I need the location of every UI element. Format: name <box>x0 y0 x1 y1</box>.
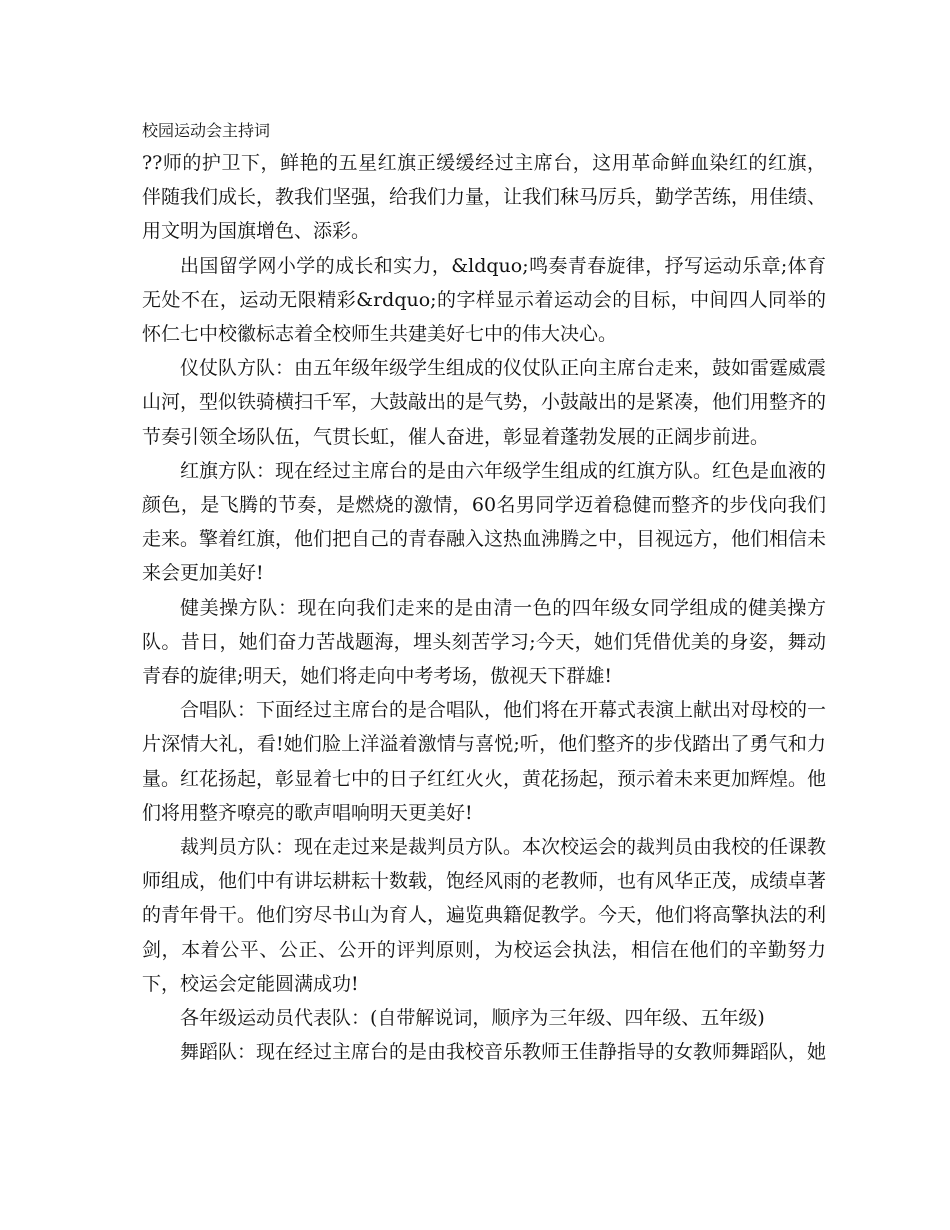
paragraph-referee-squad: 裁判员方队：现在走过来是裁判员方队。本次校运会的裁判员由我校的任课教师组成，他们中有讲坛耕耘十数载，饱经风雨的老教师，也有风华正茂，成绩卓著的青年骨干。他们穷尽书山为育人，遍览典籍促教学。今天，他们将高擎执法的利剑，本着公平、公正、公开的评判原则，为校运会执法，相信在他们的辛勤努力下，校运会定能圆满成功! <box>142 836 827 995</box>
paragraph-athlete-teams: 各年级运动员代表队：(自带解说词，顺序为三年级、四年级、五年级) <box>180 1007 765 1030</box>
paragraph-red-flag-squad: 红旗方队：现在经过主席台的是由六年级学生组成的红旗方队。红色是血液的颜色，是飞腾的节奏，是燃烧的激情，60名男同学迈着稳健而整齐的步伐向我们走来。擎着红旗，他们把自己的青春融入这热血沸腾之中，目视远方，他们相信未来会更加美好! <box>142 459 827 585</box>
document-title: 校园运动会主持词 <box>142 121 271 140</box>
paragraph-choir: 合唱队：下面经过主席台的是合唱队，他们将在开幕式表演上献出对母校的一片深情大礼，看!她们脸上洋溢着激情与喜悦;听，他们整齐的步伐踏出了勇气和力量。红花扬起，彰显着七中的日子红红火火，黄花扬起，预示着未来更加辉煌。他们将用整齐嘹亮的歌声唱响明天更美好! <box>142 699 827 824</box>
paragraph-school-emblem: 出国留学网小学的成长和实力，&ldquo;鸣奏青春旋律，抒写运动乐章;体育无处不在，运动无限精彩&rdquo;的字样显示着运动会的目标，中间四人同举的怀仁七中校徽标志着全校师生共建美好七中的伟大决心。 <box>142 254 826 346</box>
paragraph-flag-escort: ??师的护卫下，鲜艳的五星红旗正缓缓经过主席台，这用革命鲜血染红的红旗，伴随我们成长，教我们坚强，给我们力量，让我们秣马厉兵，勤学苦练，用佳绩、用文明为国旗增色、添彩。 <box>142 152 827 243</box>
document-body <box>142 146 826 1069</box>
paragraph-aerobics-squad: 健美操方队：现在向我们走来的是由清一色的四年级女同学组成的健美操方队。昔日，她们奋力苦战题海，埋头刻苦学习;今天，她们凭借优美的身姿，舞动青春的旋律;明天，她们将走向中考考场，傲视天下群雄! <box>142 596 826 688</box>
paragraph-dance-team: 舞蹈队：现在经过主席台的是由我校音乐教师王佳静指导的女教师舞蹈队，她 <box>180 1041 827 1064</box>
paragraph-honor-guard: 仪仗队方队：由五年级年级学生组成的仪仗队正向主席台走来，鼓如雷霆威震山河，型似铁骑横扫千军，大鼓敲出的是气势，小鼓敲出的是紧凑，他们用整齐的节奏引领全场队伍，气贯长虹，催人奋进，彰显着蓬勃发展的正阔步前进。 <box>142 357 827 448</box>
